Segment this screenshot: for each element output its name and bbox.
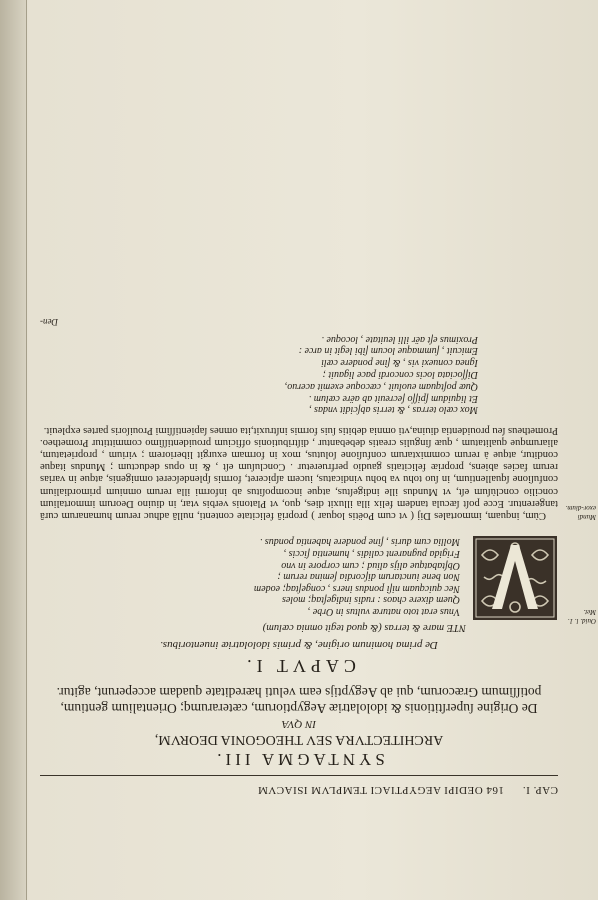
chapter-heading: CAPVT I. (242, 656, 356, 676)
verse-line: Obſtabatque alijs aliud ; cum corpore in vno (281, 559, 460, 571)
verse-line: Nec quicquam niſi pondus iners , congeſtaq; eodem (253, 582, 460, 594)
architectura-title: ARCHITECTVRA SEV THEOGONIA DEORVM, (154, 732, 444, 747)
body-paragraph: Cùm, inquam, immortales Dij ( vt cum Poëtis loquar ) propriâ felicitate contenti, nullâ adhuc rerum humanarum curâ tangerentur. Ecce poſt ſæcula tandem felix illa illuxit dies, quo, vt Platonis verbis vtar, in diuino Deorum immortalium concilio conclùſum eſt, vt Mundus ille indigeſtus, atque incompoſitus ab informi illa rerum omnium primordialium confuſione ſquallentium, in ſuo tohu va bohu vindicatus, iucem aſpiceret, formis ſplendeſceret omnigenis, atque in varias rerum facies abiens, propriæ felicitatis gaudio perfrueretur . Concluſum eſt , & in opus deductum ; Mundus itaque conditur, atque à rerum commixtarum confuſione ſolutus, mox in formam exurgit liberiorem ; virium , proprietatum, aliarumque qualitatum , quæ ſingulis creatis debebantur , diſtributionis officium prouidentiſſimo committitur Prometheo. Prometheus ſeu prouidentia diuina,vti omnia debitis ſuis formis inſtruxit,ita omnes ſapientiſſimi Prouiſoris partes expleuit. (40, 424, 558, 521)
book-gutter (0, 0, 27, 900)
syntagma-title: SYNTAGMA III. (213, 750, 385, 769)
section-description: De Origine ſuperſtitionis & idololatriæ Aegyptiorum, cæterarumq; Orientalium gentium, potiſſimum Græcorum, qui ab Aegyptijs eam veluti hæreditate quadam acceperunt, agitur. (56, 685, 542, 716)
opening-block (40, 523, 596, 633)
header-rule (40, 775, 558, 776)
verse-line: Quem dixere chaos : rudis indigeſtaq; moles (282, 594, 460, 606)
opening-line: NTE mare & terras (& quod tegit omnia cælum) (262, 622, 466, 633)
verse-line: Quæ poſtquam euoluit , cæcoque exemit aceruo, (284, 380, 478, 392)
rotated-printed-page (40, 70, 596, 800)
decorated-initial-letter-v-icon (472, 535, 558, 621)
verse-block-1 (254, 536, 460, 617)
verse-line: Ignea conuexi vis , & ſine pondere cæli (321, 357, 478, 369)
verse-line: Et liquidum ſpiſſo ſecreuit ab aëre cælum . (308, 392, 478, 404)
header-title: 164 OEDIPI AEGYPTIACI TEMPLVM ISIACVM (257, 784, 504, 796)
verse-line: Diſſociata locis concordi pace ligauit ; (322, 368, 478, 380)
header-chapter: CAP. I. (522, 784, 558, 796)
verse-line: Mox cælo terras , & terris abſcidit vndas , (309, 404, 478, 416)
verse-line: Vnus erat toto naturæ vultus in Orbe , (307, 606, 460, 617)
running-header (40, 778, 558, 800)
margin-note-ovid: Ouid. l. 1. Met. (567, 608, 596, 625)
chapter-subtitle: De prima hominum origine, & primis idololatriæ inuentoribus. (160, 639, 438, 651)
margin-note-mundi: Mundi exor-dium. (565, 504, 596, 521)
verse-line: Frigida pugnarent calidis , humentia ſiccis , (283, 548, 460, 560)
catchword: Den- (40, 316, 58, 327)
verse-line: Mollia cum duris , ſine pondere habentia pondus . (259, 536, 460, 548)
verse-line: Emicuit , ſummaque locum ſibi legit in arce : (298, 345, 478, 357)
verse-line: Non bene iunctarum diſcordia ſemina rerum ; (277, 571, 460, 583)
verse-block-2 (40, 333, 478, 416)
verse-line: Proximus eſt aër illi leuitate , locoque . (321, 333, 478, 345)
body-text (40, 423, 596, 521)
in-qua-line: IN QVA (281, 718, 317, 730)
